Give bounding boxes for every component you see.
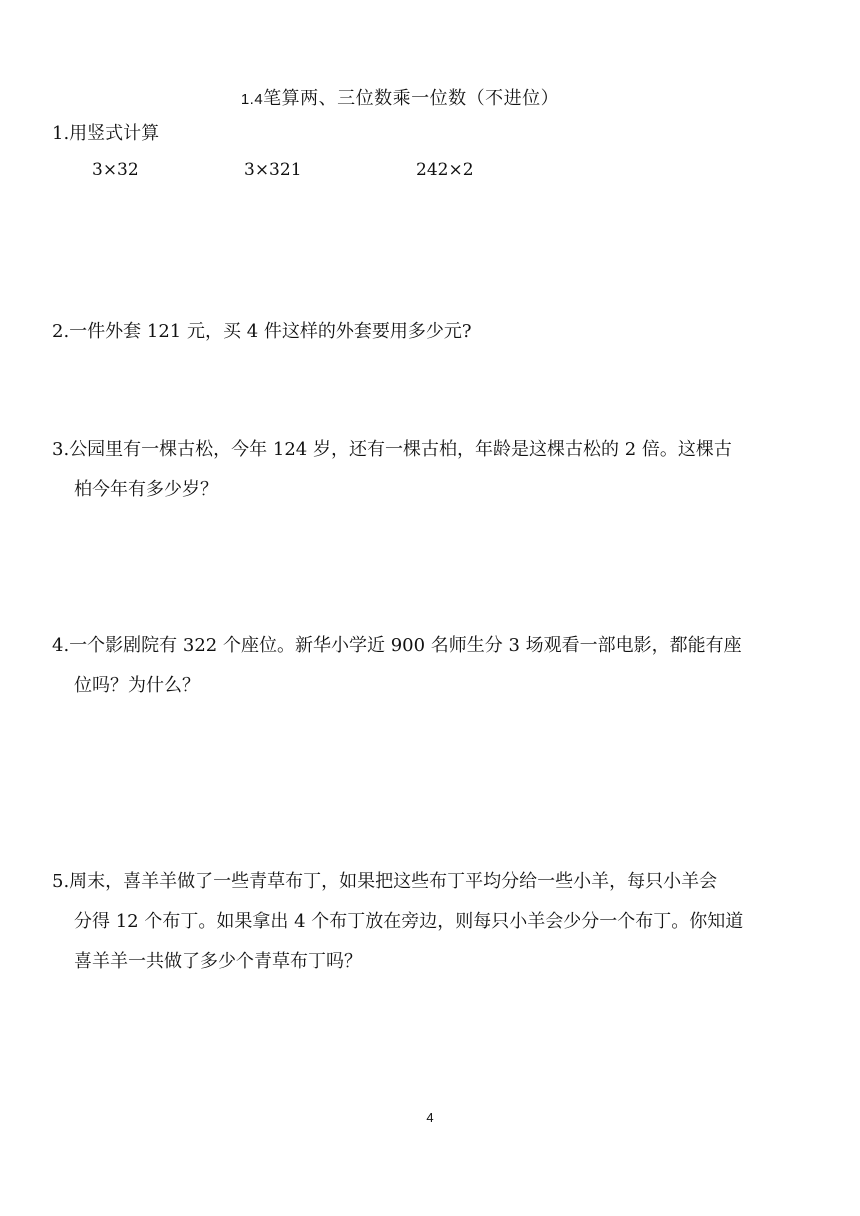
expression-1: 3×32: [92, 160, 139, 180]
question-1-label: 1.用竖式计算: [52, 123, 160, 144]
title-text: 笔算两、三位数乘一位数（不进位）: [263, 88, 560, 109]
question-5: [52, 862, 812, 982]
question-3-line-2: 柏今年有多少岁？: [74, 479, 218, 500]
question-2: [52, 312, 812, 352]
question-3: [52, 430, 812, 510]
page-number: 4: [426, 1110, 434, 1125]
worksheet-title: [0, 84, 800, 110]
question-3-line-1: 3.公园里有一棵古松，今年 124 岁，还有一棵古柏，年龄是这棵古松的 2 倍。这棵古: [52, 439, 732, 460]
question-5-line-3: 喜羊羊一共做了多少个青草布丁吗？: [74, 951, 362, 972]
title-section-number: 1.4: [240, 91, 264, 108]
question-5-line-2: 分得 12 个布丁。如果拿出 4 个布丁放在旁边，则每只小羊会少分一个布丁。你知道: [74, 911, 744, 932]
expression-2: 3×321: [244, 160, 302, 180]
question-1: [52, 114, 812, 154]
question-4-line-2: 位吗？为什么？: [74, 675, 200, 696]
question-5-line-1: 5.周末，喜羊羊做了一些青草布丁，如果把这些布丁平均分给一些小羊，每只小羊会: [52, 871, 718, 892]
question-2-text: 2.一件外套 121 元，买 4 件这样的外套要用多少元?: [52, 321, 472, 342]
question-4-line-1: 4.一个影剧院有 322 个座位。新华小学近 900 名师生分 3 场观看一部电影，都能有座: [52, 635, 742, 656]
expression-3: 242×2: [416, 160, 474, 180]
question-4: [52, 626, 812, 706]
